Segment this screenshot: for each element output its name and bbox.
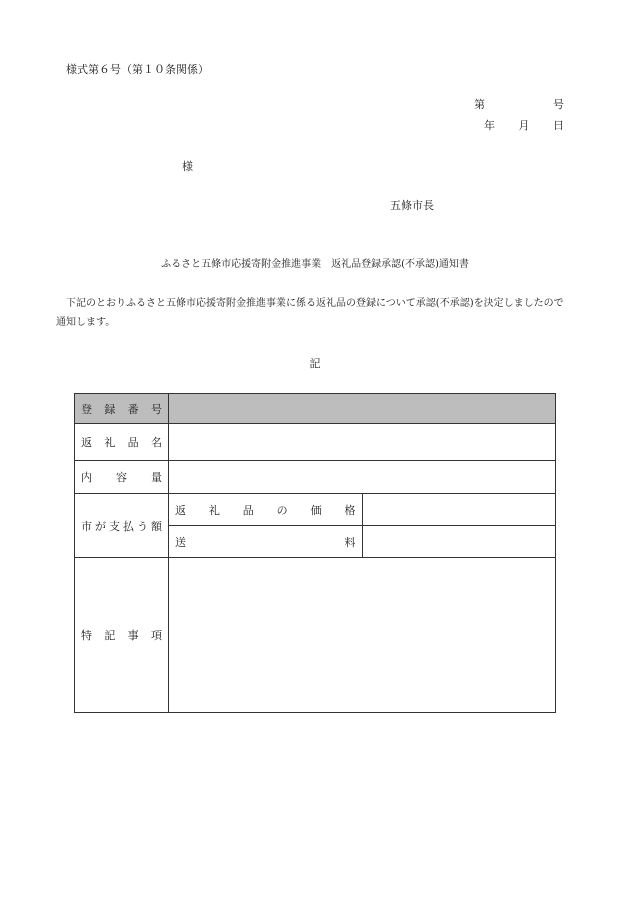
shipping-label xyxy=(169,526,363,558)
label-char: 支 xyxy=(109,519,120,533)
label-char: 番 xyxy=(127,402,139,416)
document-number-suffix: 号 xyxy=(553,98,564,111)
label-char: 市 xyxy=(81,519,92,533)
gift-name-field[interactable] xyxy=(169,424,556,461)
shipping-field[interactable] xyxy=(362,526,556,558)
label-char: 記 xyxy=(104,629,116,642)
special-notes-field[interactable] xyxy=(169,558,556,713)
label-char: 品 xyxy=(127,436,139,449)
document-title: ふるさと五條市応援寄附金推進事業 返礼品登録承認(不承認)通知書 xyxy=(161,259,469,270)
gift-price-field[interactable] xyxy=(362,494,556,526)
label-char: 録 xyxy=(104,402,116,416)
label-char: 特 xyxy=(81,629,92,642)
city-payment-label xyxy=(75,494,169,558)
gift-price-label xyxy=(169,494,363,526)
label-char: 名 xyxy=(150,436,162,449)
ki-heading: 記 xyxy=(309,357,321,370)
table-row xyxy=(75,394,556,424)
label-char: 払 xyxy=(123,519,134,533)
label-char: 礼 xyxy=(208,503,220,517)
label-char: 内 xyxy=(81,471,92,484)
label-char: 号 xyxy=(150,402,162,416)
table-row xyxy=(75,494,556,526)
label-char: 礼 xyxy=(104,436,116,449)
label-char: 料 xyxy=(344,535,356,549)
label-char: 価 xyxy=(310,503,322,517)
document-number-prefix: 第 xyxy=(474,98,485,111)
label-char: 容 xyxy=(116,471,127,484)
gift-name-label xyxy=(75,424,169,461)
body-text: 下記のとおりふるさと五條市応援寄附金推進事業に係る返礼品の登録について承認(不承認)を決定しましたので通知します。 xyxy=(56,298,564,328)
registration-number-label xyxy=(75,394,169,424)
date-month-label: 月 xyxy=(518,119,530,132)
content-amount-label xyxy=(75,461,169,494)
label-char: 格 xyxy=(344,503,356,517)
label-char: 量 xyxy=(151,471,162,484)
table-row xyxy=(75,461,556,494)
addressee-suffix: 様 xyxy=(182,160,193,173)
form-number: 様式第６号（第１０条関係） xyxy=(66,63,209,76)
date-day-label: 日 xyxy=(553,119,564,132)
label-char: 事 xyxy=(127,629,139,642)
special-notes-label xyxy=(75,558,169,713)
content-amount-field[interactable] xyxy=(169,461,556,494)
label-char: 品 xyxy=(242,503,254,517)
label-char: う xyxy=(137,519,148,533)
registration-number-field[interactable] xyxy=(169,394,556,424)
label-char: 返 xyxy=(81,436,92,449)
label-char: 送 xyxy=(175,535,186,549)
date-year-label: 年 xyxy=(484,119,495,132)
sender-name: 五條市長 xyxy=(390,199,434,212)
label-char: 項 xyxy=(150,629,162,642)
form-table xyxy=(74,393,556,713)
label-char: 登 xyxy=(81,402,92,416)
label-char: の xyxy=(276,503,288,517)
document-number-line xyxy=(474,98,564,112)
label-char: 返 xyxy=(175,503,186,517)
document-date-line xyxy=(484,119,564,133)
label-char: が xyxy=(95,519,106,533)
table-row xyxy=(75,558,556,713)
table-row xyxy=(75,424,556,461)
label-char: 額 xyxy=(151,519,162,533)
